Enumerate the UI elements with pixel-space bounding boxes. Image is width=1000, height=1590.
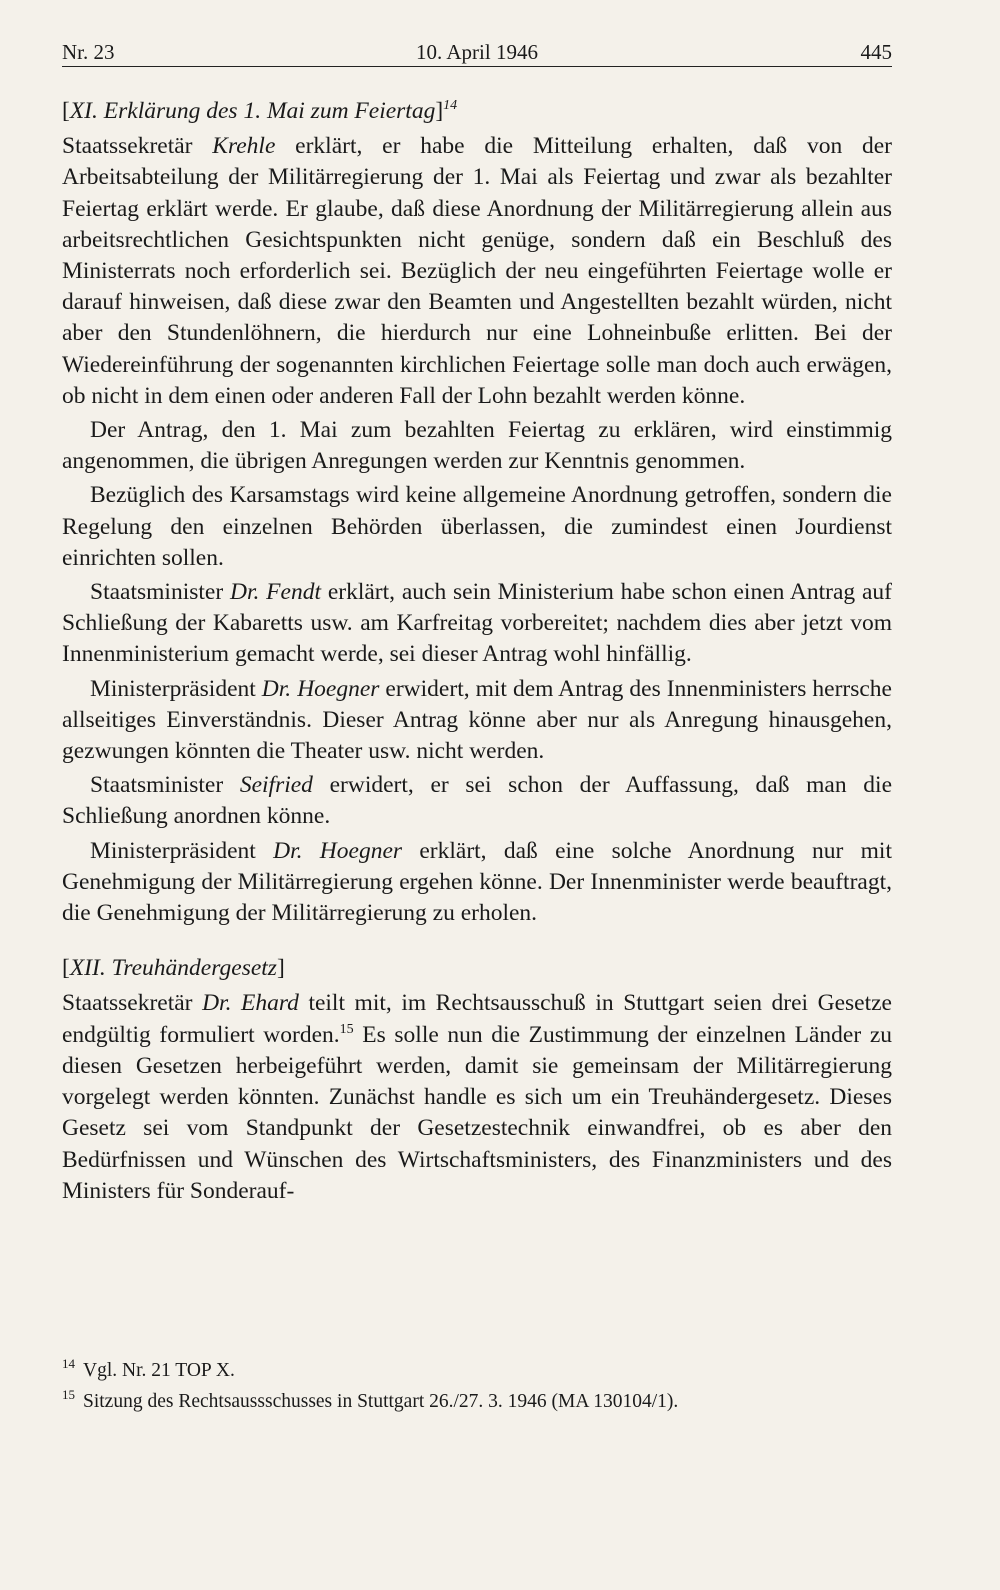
body-text [62,96,892,1210]
document-number: Nr. 23 [62,40,115,64]
footnote-14 [62,1355,892,1386]
footnote-ref-14: 14 [443,98,458,113]
footnote-text: Vgl. Nr. 21 TOP X. [83,1360,235,1381]
header-date: 10. April 1946 [416,40,538,64]
paragraph: Der Antrag, den 1. Mai zum bezahlten Feiertag zu erklären, wird einstimmig angenommen, die übrigen Anregungen werden zur Kenntnis genommen. [62,417,892,475]
person-name: Krehle [212,133,276,160]
footnote-ref-15: 15 [339,1021,354,1037]
person-name: Dr. Hoegner [261,675,380,702]
section-heading-xi: [XI. Erklärung des 1. Mai zum Feiertag]$^{14}$ [62,98,458,124]
person-name: Dr. Fendt [229,579,321,606]
paragraph: Ministerpräsident Dr. Hoegner erklärt, daß eine solche Anordnung nur mit Genehmigung der Militärregierung ergehen könne. Der Innenminister werde beauftragt, die Genehmigung der Militärregierung zu erholen. [62,837,892,927]
section-heading-xii-title: XII. Treuhändergesetz [69,955,277,982]
footnote-number: 14 [62,1356,75,1371]
person-name: Dr. Ehard [202,990,299,1017]
paragraph: Bezüglich des Karsamstags wird keine allgemeine Anordnung getroffen, sondern die Regelung den einzelnen Behörden überlassen, die zumindest einen Jourdienst einrichten sollen. [62,482,892,571]
person-name: Dr. Hoegner [273,837,403,864]
footnote-text: Sitzung des Rechtsaussschusses in Stuttgart 26./27. 3. 1946 (MA 130104/1). [83,1391,679,1412]
paragraph: Staatssekretär Krehle erklärt, er habe die Mitteilung erhalten, daß von der Arbeitsabteilung der Militärregierung der 1. Mai als Feiertag und zwar als bezahlter Feiertag erklärt werde. Er glaube, daß diese Anordnung der Militärregierung allein aus arbeitsrechtlichen Gesichtspunkten nicht genüge, sondern daß ein Beschluß des Ministerrats noch erforderlich sei. Bezüglich der neu eingeführten Feiertage wolle er darauf hinweisen, daß diese zwar den Beamten und Angestellten bezahlt würden, nicht aber den Stundenlöhnern, die hierdurch nur eine Lohneinbuße erlitten. Bei der Wiedereinführung der sogenannten kirchlichen Feiertage solle man doch auch erwägen, ob nicht in dem einen oder anderen Fall der Lohn bezahlt werden könne. [62,133,892,409]
running-header [62,38,892,67]
section-heading-xi-title: XI. Erklärung des 1. Mai zum Feiertag [69,98,436,124]
footnote-15 [62,1386,892,1417]
paragraph: Staatsminister Seifried erwidert, er sei schon der Auffassung, daß man die Schließung anordnen könne. [62,772,892,830]
footnote-number: 15 [62,1387,75,1402]
paragraph: Staatssekretär Dr. Ehard teilt mit, im Rechtsausschuß in Stuttgart seien drei Gesetze endgültig formuliert worden.$^{15}$ Es solle nun die Zustimmung der einzelnen Länder zu diesen Gesetzen herbeigeführt werden, damit sie gemeinsam der Militärregierung vorgelegt werden könnten. Zunächst handle es sich um ein Treuhändergesetz. Dieses Gesetz sei vom Standpunkt der Gesetzestechnik einwandfrei, ob es aber den Bedürfnissen und Wünschen des Wirtschaftsministers, des Finanzministers und des Ministers für Sonderauf- [62,990,892,1204]
section-heading-xii: [XII. Treuhändergesetz] [62,955,285,982]
person-name: Seifried [239,772,313,799]
paragraph: Ministerpräsident Dr. Hoegner erwidert, mit dem Antrag des Innenministers herrsche allseitiges Einverständnis. Dieser Antrag könne aber nur als Anregung hinausgehen, gezwungen könnten die Theater usw. nicht werden. [62,675,892,765]
paragraph: Staatsminister Dr. Fendt erklärt, auch sein Ministerium habe schon einen Antrag auf Schließung der Kabaretts usw. am Karfreitag vorbereitet; nachdem dies aber jetzt vom Innenministerium gemacht werde, sei dieser Antrag wohl hinfällig. [62,579,892,668]
page-number: 445 [860,40,892,64]
footnotes [62,1355,892,1417]
